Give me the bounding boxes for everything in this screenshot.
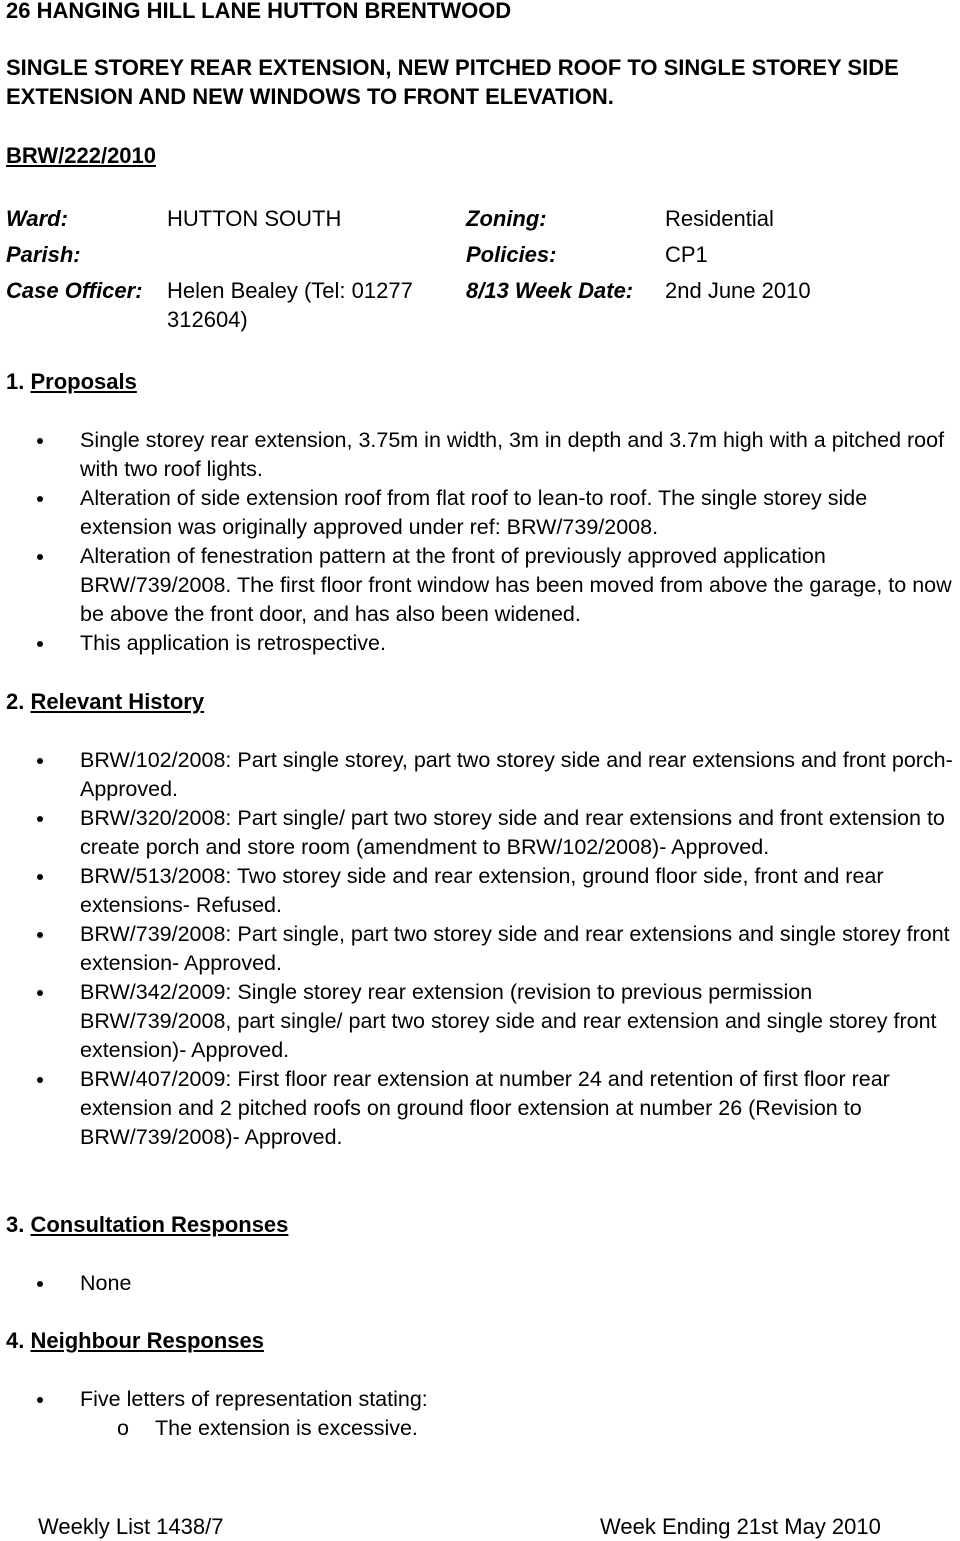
section-title: Relevant History — [30, 689, 205, 714]
sub-bullet-icon: o — [117, 1416, 129, 1440]
bullet-icon — [37, 816, 43, 822]
list-item — [0, 978, 960, 1065]
bullet-icon — [37, 874, 43, 880]
list-item — [0, 862, 960, 920]
section-heading-neighbour-responses — [6, 1326, 264, 1355]
bullet-icon — [37, 554, 43, 560]
parish-label: Parish: — [6, 242, 81, 267]
section-number: 4. — [6, 1328, 25, 1353]
policies-value: CP1 — [665, 242, 708, 267]
policies-label: Policies: — [466, 242, 557, 267]
sub-list-item-text: The extension is excessive. — [155, 1416, 418, 1440]
week-date-label: 8/13 Week Date: — [466, 278, 634, 303]
bullet-icon — [37, 1077, 43, 1083]
proposals-list — [0, 426, 960, 658]
list-item-text: Single storey rear extension, 3.75m in width, 3m in depth and 3.7m high with a pitched roof with two roof lights. — [80, 428, 945, 481]
list-item — [0, 1065, 960, 1152]
bullet-icon — [37, 758, 43, 764]
list-item-text: Alteration of fenestration pattern at the front of previously approved application BRW/739/2008. The first floor front window has been moved from above the garage, to now be above the front door, and has also been widened. — [80, 544, 952, 626]
bullet-icon — [37, 1281, 43, 1287]
section-number: 1. — [6, 369, 25, 394]
section-title: Neighbour Responses — [30, 1328, 264, 1353]
list-item — [0, 920, 960, 978]
bullet-icon — [37, 1397, 43, 1403]
week-date-value: 2nd June 2010 — [665, 278, 811, 303]
consultation-responses-list — [0, 1269, 960, 1298]
sub-list-item — [0, 1414, 960, 1443]
list-item-text: BRW/513/2008: Two storey side and rear extension, ground floor side, front and rear extensions- Refused. — [80, 864, 884, 917]
footer-weekly-list: Weekly List 1438/7 — [38, 1514, 224, 1539]
list-item — [0, 629, 960, 658]
bullet-icon — [37, 932, 43, 938]
section-number: 2. — [6, 689, 25, 714]
list-item-text: BRW/739/2008: Part single, part two storey side and rear extensions and single storey front extension- Approved. — [80, 922, 950, 975]
list-item — [0, 542, 960, 629]
list-item-text: BRW/102/2008: Part single storey, part two storey side and rear extensions and front porch- Approved. — [80, 748, 953, 801]
list-item-text: None — [80, 1271, 132, 1295]
bullet-icon — [37, 438, 43, 444]
list-item — [0, 1269, 960, 1298]
document-address-heading: 26 HANGING HILL LANE HUTTON BRENTWOOD — [6, 0, 512, 23]
ward-label: Ward: — [6, 206, 68, 231]
list-item-text: BRW/342/2009: Single storey rear extension (revision to previous permission BRW/739/2008, part single/ part two storey side and rear extension and single storey front extension)- Approved. — [80, 980, 937, 1062]
list-item — [0, 746, 960, 804]
bullet-icon — [37, 641, 43, 647]
zoning-label: Zoning: — [466, 206, 547, 231]
list-item — [0, 484, 960, 542]
list-item — [0, 1385, 960, 1414]
proposal-description: SINGLE STOREY REAR EXTENSION, NEW PITCHED ROOF TO SINGLE STOREY SIDE EXTENSION AND NEW WINDOWS TO FRONT ELEVATION. — [6, 55, 899, 109]
case-officer-label: Case Officer: — [6, 278, 143, 303]
section-heading-relevant-history — [6, 687, 204, 716]
section-heading-consultation-responses — [6, 1210, 288, 1239]
bullet-icon — [37, 990, 43, 996]
list-item-text: BRW/320/2008: Part single/ part two storey side and rear extensions and front extension to create porch and store room (amendment to BRW/102/2008)- Approved. — [80, 806, 945, 859]
zoning-value: Residential — [665, 206, 774, 231]
section-title: Consultation Responses — [30, 1212, 289, 1237]
footer-week-ending: Week Ending 21st May 2010 — [600, 1514, 881, 1539]
list-item-text: This application is retrospective. — [80, 631, 386, 655]
case-officer-value: Helen Bealey (Tel: 01277 312604) — [167, 278, 413, 332]
list-item-text: Five letters of representation stating: — [80, 1387, 428, 1411]
relevant-history-list — [0, 746, 960, 1152]
list-item-text: BRW/407/2009: First floor rear extension at number 24 and retention of first floor rear extension and 2 pitched roofs on ground floor extension at number 26 (Revision to BRW/739/2008)- Approved. — [80, 1067, 890, 1149]
list-item — [0, 804, 960, 862]
section-title: Proposals — [30, 369, 137, 394]
bullet-icon — [37, 496, 43, 502]
section-heading-proposals — [6, 367, 137, 396]
list-item-text: Alteration of side extension roof from flat roof to lean-to roof. The single storey side extension was originally approved under ref: BRW/739/2008. — [80, 486, 868, 539]
list-item — [0, 426, 960, 484]
ward-value: HUTTON SOUTH — [167, 206, 342, 231]
neighbour-responses-list — [0, 1385, 960, 1443]
section-number: 3. — [6, 1212, 25, 1237]
application-reference: BRW/222/2010 — [6, 143, 157, 168]
